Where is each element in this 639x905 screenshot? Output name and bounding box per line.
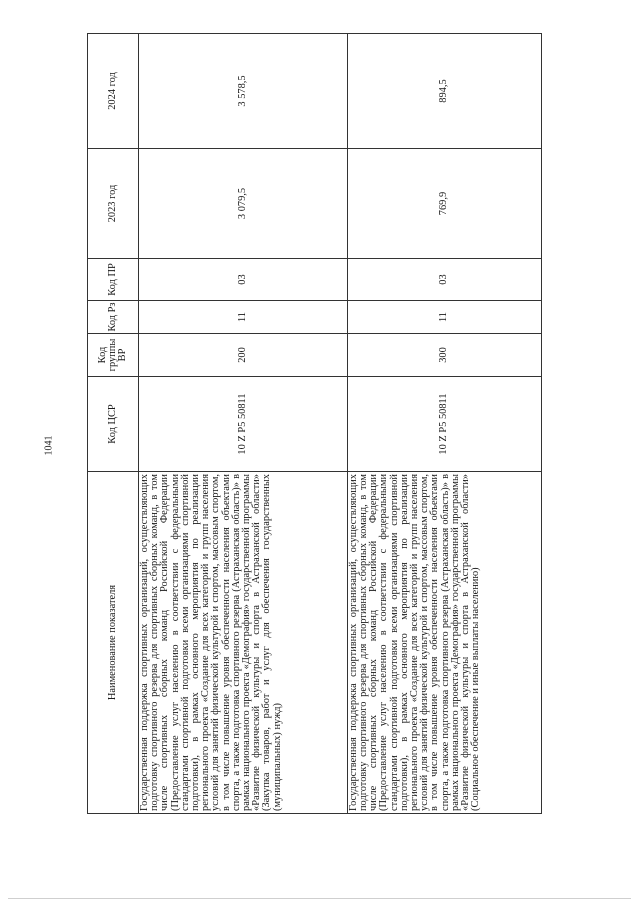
- row-rz: 11: [139, 301, 348, 334]
- header-rz: Код Рз: [88, 301, 139, 334]
- budget-table: [87, 33, 542, 814]
- header-pr: Код ПР: [88, 259, 139, 301]
- row-name: Государственная поддержка спортивных организаций, осуществляющих подготовку спортивного резерва для спортивных сборных команд, в том числе спортивных сборных команд Российской Федерации (Предоставление услуг населению в соответствии с федеральными стандартами спортивной подготовки всеми организациями спортивной подготовки), в рамках основного мероприятия по реализации регионального проекта «Создание для всех категорий и групп населения условий для занятий физической культурой и спортом, массовым спортом, в том числе повышение уровня обеспеченности населения объектами спорта, а также подготовка спортивного резерва (Астраханская область)» в рамках национального проекта «Демография» государственной программы «Развитие физической культуры и спорта в Астраханской области» (Закупка товаров, работ и услуг для обеспечения государственных (муниципальных) нужд): [139, 472, 348, 814]
- header-name: Наименование показателя: [88, 472, 139, 814]
- row-2024: 894,5: [347, 34, 541, 149]
- page-number: 1041: [43, 435, 55, 456]
- rotated-table-area: [87, 34, 542, 814]
- scan-edge-line: [8, 898, 631, 899]
- row-csr: 10 Z P5 50811: [347, 377, 541, 472]
- row-pr: 03: [139, 259, 348, 301]
- row-pr: 03: [347, 259, 541, 301]
- header-2023: 2023 год: [88, 149, 139, 259]
- header-vr: Код группы ВР: [88, 334, 139, 377]
- row-2024: 3 578,5: [139, 34, 348, 149]
- header-csr: Код ЦСР: [88, 377, 139, 472]
- row-rz: 11: [347, 301, 541, 334]
- row-2023: 769,9: [347, 149, 541, 259]
- row-csr: 10 Z P5 50811: [139, 377, 348, 472]
- row-2023: 3 079,5: [139, 149, 348, 259]
- header-2024: 2024 год: [88, 34, 139, 149]
- table-row: [139, 34, 348, 814]
- row-vr: 200: [139, 334, 348, 377]
- header-row: [88, 34, 139, 814]
- row-vr: 300: [347, 334, 541, 377]
- table-row: [347, 34, 541, 814]
- row-name: Государственная поддержка спортивных организаций, осуществляющих подготовку спортивного резерва для спортивных сборных команд, в том числе спортивных сборных команд Российской Федерации (Предоставление услуг населению в соответствии с федеральными стандартами спортивной подготовки всеми организациями спортивной подготовки), в рамках основного мероприятия по реализации регионального проекта «Создание для всех категорий и групп населения условий для занятий физической культурой и спортом, массовым спортом, в том числе повышение уровня обеспеченности населения объектами спорта, а также подготовка спортивного резерва (Астраханская область)» в рамках национального проекта «Демография» государственной программы «Развитие физической культуры и спорта в Астраханской области» (Социальное обеспечение и иные выплаты населению): [347, 472, 541, 814]
